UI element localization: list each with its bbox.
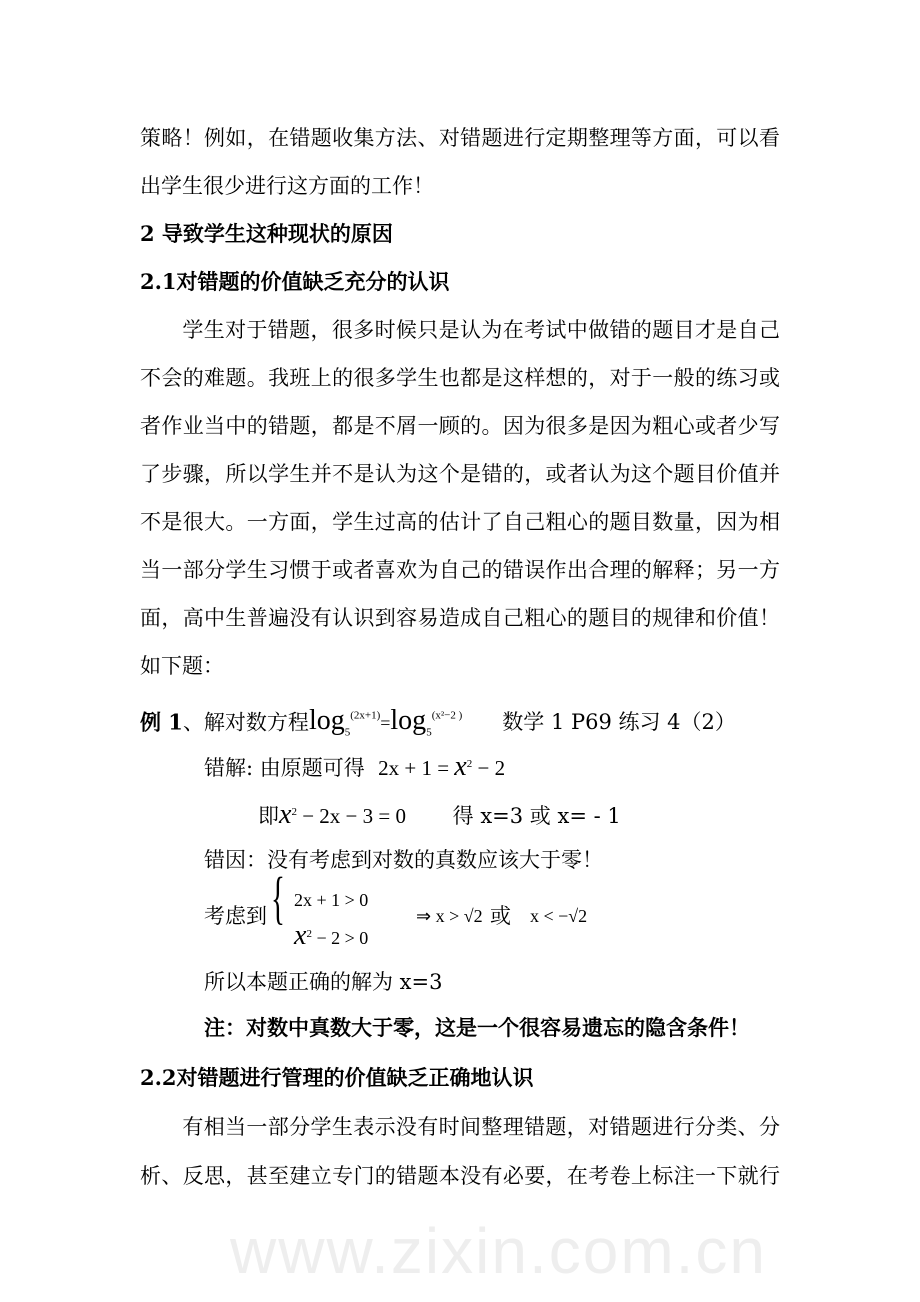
- example-line: [140, 702, 736, 747]
- section-heading: 2 导致学生这种现状的原因: [140, 221, 393, 246]
- paragraph-line: 策略！例如，在错题收集方法、对错题进行定期整理等方面，可以看: [140, 126, 780, 150]
- answer-line: 所以本题正确的解为 x=3: [204, 970, 443, 994]
- paragraph-line: 有相当一部分学生表示没有时间整理错题，对错题进行分类、分: [161, 1115, 780, 1139]
- roots-text: 得 x=3 或 x= - 1: [452, 804, 621, 828]
- subsection-heading: 2.1对错题的价值缺乏充分的认识: [140, 269, 450, 294]
- equation-2-line: [258, 798, 621, 830]
- consideration-block: [204, 865, 588, 962]
- result-2: x < −√2: [530, 906, 588, 926]
- paragraph-line: 出学生很少进行这方面的工作！: [140, 174, 434, 198]
- paragraph-line: 不是很大。一方面，学生过高的估计了自己粗心的题目数量，因为相: [140, 510, 780, 534]
- watermark: www.zixin.com.cn: [230, 1215, 767, 1287]
- brace: {: [270, 865, 285, 930]
- result-1: ⇒ x > √2: [416, 906, 483, 926]
- paragraph-line: 者作业当中的错题，都是不屑一顾的。因为很多是因为粗心或者少写: [140, 414, 780, 438]
- paragraph-line: 不会的难题。我班上的很多学生也都是这样想的，对于一般的练习或: [140, 366, 780, 390]
- paragraph-line: 当一部分学生习惯于或者喜欢为自己的错误作出合理的解释；另一方: [140, 558, 780, 582]
- condition-2: $x^2 - 2 > 0$: [294, 920, 369, 951]
- paragraph-line: 面，高中生普遍没有认识到容易造成自己粗心的题目的规律和价值！: [140, 606, 780, 630]
- note-line: 注：对数中真数大于零，这是一个很容易遗忘的隐含条件！: [204, 1015, 750, 1040]
- paragraph-line: 析、反思，甚至建立专门的错题本没有必要，在考卷上标注一下就行: [140, 1164, 780, 1188]
- ji-label: 即: [258, 804, 279, 828]
- wrong-solution-line: [204, 750, 505, 782]
- wrong-solution-label: 错解: 由原题可得: [204, 756, 365, 780]
- consider-label: 考虑到: [204, 904, 267, 928]
- error-cause-line: 错因：没有考虑到对数的真数应该大于零！: [204, 848, 603, 872]
- paragraph-line: 学生对于错题，很多时候只是认为在考试中做错的题目才是自己: [161, 318, 780, 342]
- or-text: 或: [490, 904, 511, 928]
- condition-1: 2x + 1 > 0: [294, 890, 369, 910]
- paragraph-line: 了步骤，所以学生并不是认为这个是错的，或者认为这个题目价值并: [140, 462, 780, 486]
- subsection-heading: 2.2对错题进行管理的价值缺乏正确地认识: [140, 1065, 534, 1090]
- example-text: 、解对数方程: [182, 710, 309, 735]
- example-reference: 数学 1 P69 练习 4（2）: [502, 710, 736, 735]
- math-equation: $\log_5^{(2x+1)}=\log_5^{(x^2-2 )}$: [308, 705, 463, 739]
- example-label: 例 1: [140, 709, 183, 735]
- paragraph-line: 如下题：: [140, 654, 224, 678]
- equation-2: $x^2 - 2x - 3 = 0$: [279, 799, 406, 830]
- equation-1: $2x + 1 = x^2 - 2$: [378, 751, 506, 782]
